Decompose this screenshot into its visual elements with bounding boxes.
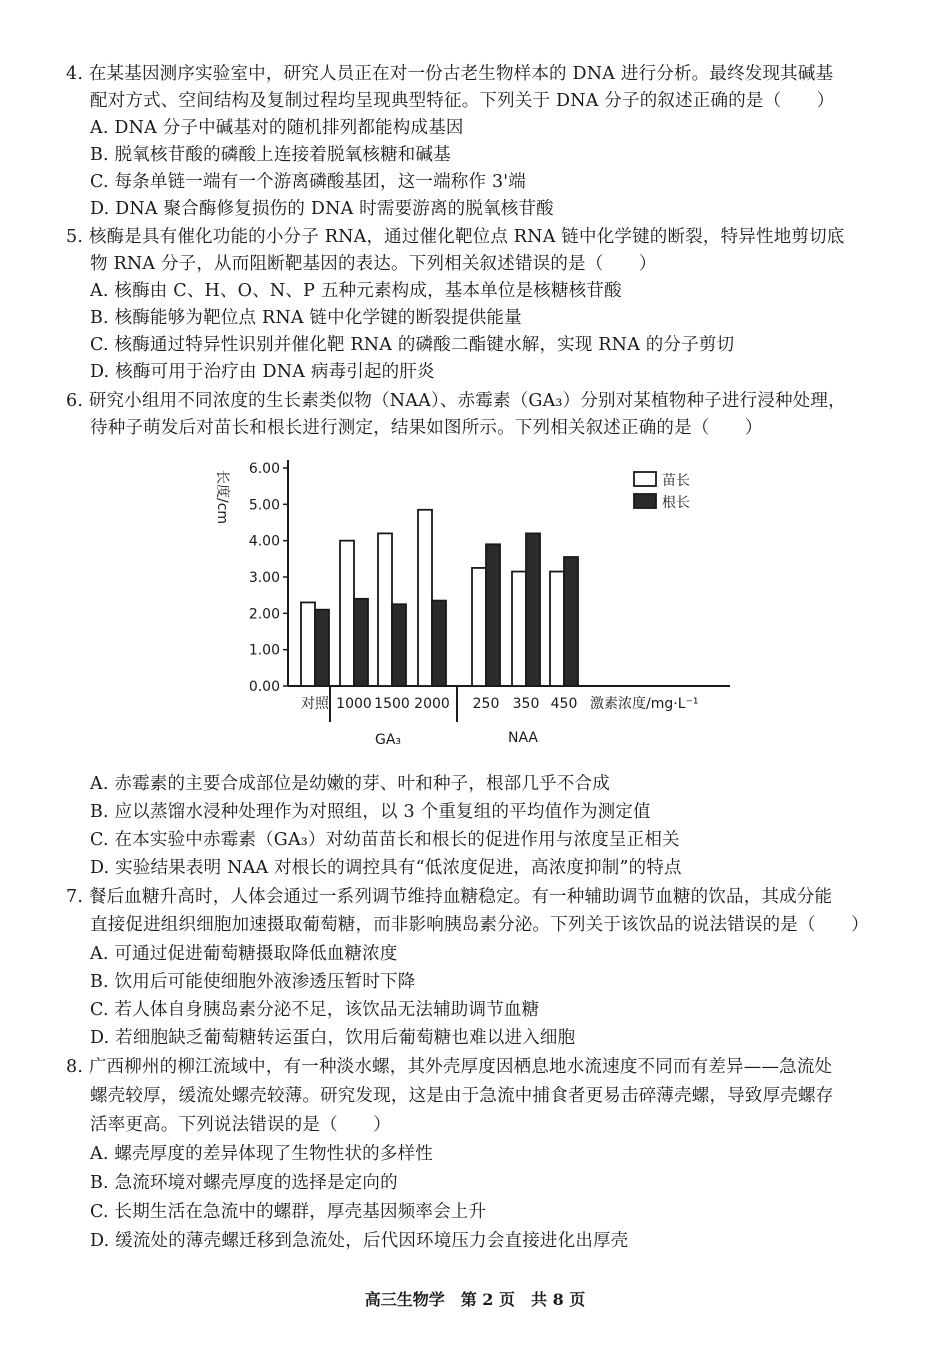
x-tick-label: 对照 <box>301 696 329 712</box>
q8-stem-line-2: 螺壳较厚，缓流处螺壳较薄。研究发现，这是由于急流中捕食者更易击碎薄壳螺，导致厚壳螺存 <box>90 1086 834 1106</box>
legend-swatch-miao <box>634 472 656 486</box>
q5-option-b: B. 核酶能够为靶位点 RNA 链中化学键的断裂提供能量 <box>90 308 522 328</box>
q5-stem-line-2: 物 RNA 分子，从而阻断靶基因的表达。下列相关叙述错误的是（ ） <box>90 254 657 274</box>
q8-stem-line-1: 8. 广西柳州的柳江流域中，有一种淡水螺，其外壳厚度因栖息地水流速度不同而有差异——急流处 <box>66 1057 833 1077</box>
x-tick-label: 450 <box>550 696 578 712</box>
q7-option-b: B. 饮用后可能使细胞外液渗透压暂时下降 <box>90 972 416 992</box>
y-tick-label: 4.00 <box>248 533 280 550</box>
y-tick-label: 1.00 <box>248 642 280 659</box>
x-tick-label: 250 <box>472 696 500 712</box>
q6-option-d: D. 实验结果表明 NAA 对根长的调控具有“低浓度促进，高浓度抑制”的特点 <box>90 858 682 878</box>
q8-option-a: A. 螺壳厚度的差异体现了生物性状的多样性 <box>90 1144 433 1164</box>
page-footer: 高三生物学 第 2 页 共 8 页 <box>364 1290 586 1309</box>
q6-stem-line-1: 6. 研究小组用不同浓度的生长素类似物（NAA）、赤霉素（GA₃）分别对某植物种子进行浸种处理， <box>66 391 846 411</box>
legend-swatch-gen <box>634 494 656 508</box>
q4-option-c: C. 每条单链一端有一个游离磷酸基团，这一端称作 3'端 <box>90 172 526 192</box>
bar-miao-350 <box>512 572 526 686</box>
group-label-ga3: GA₃ <box>374 732 402 748</box>
q7-option-d: D. 若细胞缺乏葡萄糖转运蛋白，饮用后葡萄糖也难以进入细胞 <box>90 1028 576 1048</box>
q6-option-a: A. 赤霉素的主要合成部位是幼嫩的芽、叶和种子，根部几乎不合成 <box>90 774 610 794</box>
growth-bar-chart <box>200 450 760 760</box>
chart-layer <box>214 460 730 748</box>
q6-option-c: C. 在本实验中赤霉素（GA₃）对幼苗苗长和根长的促进作用与浓度呈正相关 <box>90 830 680 850</box>
bar-gen-2000 <box>432 601 446 686</box>
q4-option-b: B. 脱氧核苷酸的磷酸上连接着脱氧核糖和碱基 <box>90 145 451 165</box>
q7-stem-line-2: 直接促进组织细胞加速摄取葡萄糖，而非影响胰岛素分泌。下列关于该饮品的说法错误的是（ ） <box>90 915 869 935</box>
y-tick-label: 2.00 <box>248 606 280 623</box>
q7-option-a: A. 可通过促进葡萄糖摄取降低血糖浓度 <box>90 944 398 964</box>
group-label-naa: NAA <box>507 730 539 746</box>
legend-label-gen: 根长 <box>662 495 690 511</box>
q8-stem-line-3: 活率更高。下列说法错误的是（ ） <box>90 1115 391 1135</box>
bar-miao-450 <box>550 572 564 686</box>
q8-option-b: B. 急流环境对螺壳厚度的选择是定向的 <box>90 1173 398 1193</box>
bar-miao-1000 <box>340 541 354 686</box>
y-tick-label: 5.00 <box>248 497 280 514</box>
x-tick-label: 2000 <box>414 696 450 712</box>
bar-miao-1500 <box>378 533 392 686</box>
q6-option-b: B. 应以蒸馏水浸种处理作为对照组，以 3 个重复组的平均值作为测定值 <box>90 802 651 822</box>
bar-gen-1000 <box>354 599 368 686</box>
bar-miao-2000 <box>418 510 432 686</box>
x-tick-label: 350 <box>512 696 540 712</box>
bar-miao-对照 <box>301 602 315 686</box>
q8-option-c: C. 长期生活在急流中的螺群，厚壳基因频率会上升 <box>90 1202 487 1222</box>
q5-stem-line-1: 5. 核酶是具有催化功能的小分子 RNA，通过催化靶位点 RNA 链中化学键的断裂，特异性地剪切底 <box>66 227 845 247</box>
q4-option-a: A. DNA 分子中碱基对的随机排列都能构成基因 <box>90 118 464 138</box>
x-tick-label: 1000 <box>336 696 372 712</box>
q4-stem-line-1: 4. 在某基因测序实验室中，研究人员正在对一份古老生物样本的 DNA 进行分析。最终发现其碱基 <box>66 64 834 84</box>
bar-gen-450 <box>564 557 578 686</box>
y-tick-label: 6.00 <box>248 461 280 477</box>
bar-gen-对照 <box>315 610 329 686</box>
q7-stem-line-1: 7. 餐后血糖升高时，人体会通过一系列调节维持血糖稳定。有一种辅助调节血糖的饮品，其成分能 <box>66 887 833 907</box>
x-axis-label: 激素浓度/mg·L⁻¹ <box>590 696 699 712</box>
bar-gen-250 <box>486 544 500 686</box>
y-tick-label: 0.00 <box>248 679 280 695</box>
q8-option-d: D. 缓流处的薄壳螺迁移到急流处，后代因环境压力会直接进化出厚壳 <box>90 1231 629 1251</box>
q5-option-d: D. 核酶可用于治疗由 DNA 病毒引起的肝炎 <box>90 362 435 382</box>
q7-option-c: C. 若人体自身胰岛素分泌不足，该饮品无法辅助调节血糖 <box>90 1000 540 1020</box>
q4-option-d: D. DNA 聚合酶修复损伤的 DNA 时需要游离的脱氧核苷酸 <box>90 199 554 219</box>
bar-gen-350 <box>526 533 540 686</box>
q4-stem-line-2: 配对方式、空间结构及复制过程均呈现典型特征。下列关于 DNA 分子的叙述正确的是（ ） <box>90 91 835 111</box>
legend-label-miao: 苗长 <box>662 473 690 489</box>
q5-option-c: C. 核酶通过特异性识别并催化靶 RNA 的磷酸二酯键水解，实现 RNA 的分子剪切 <box>90 335 735 355</box>
y-axis-label: 长度/cm <box>214 470 230 525</box>
x-tick-label: 1500 <box>374 696 410 712</box>
q6-stem-line-2: 待种子萌发后对苗长和根长进行测定，结果如图所示。下列相关叙述正确的是（ ） <box>90 418 763 438</box>
y-tick-label: 3.00 <box>248 570 280 586</box>
q5-option-a: A. 核酶由 C、H、O、N、P 五种元素构成，基本单位是核糖核苷酸 <box>90 281 622 301</box>
bar-miao-250 <box>472 568 486 686</box>
bar-gen-1500 <box>392 604 406 686</box>
